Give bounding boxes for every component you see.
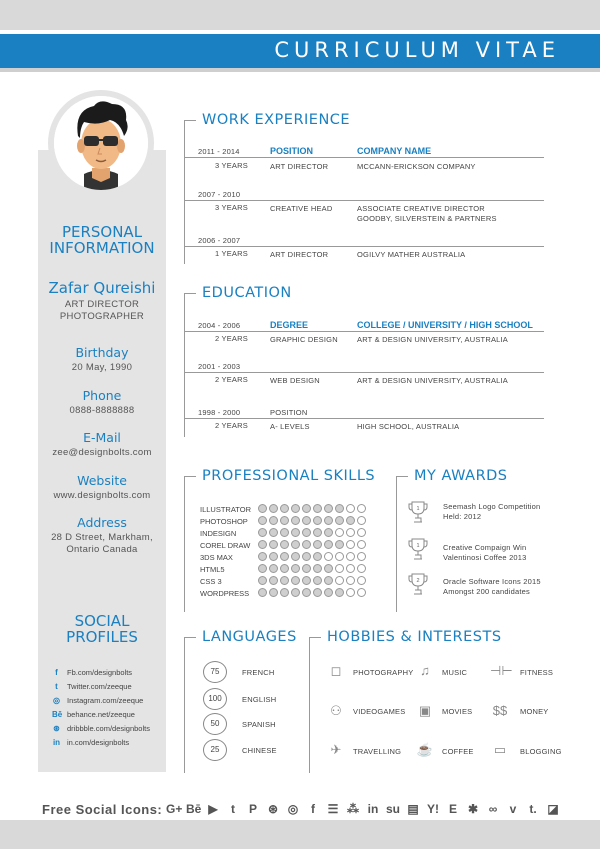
skill-dot xyxy=(269,528,278,537)
language-score: 75 xyxy=(203,661,227,683)
languages-section-rule xyxy=(184,637,185,773)
address-label: Address xyxy=(77,515,127,530)
work-years: 1 YEARS xyxy=(215,249,248,258)
hobbies-interests-title: HOBBIES & INTERESTS xyxy=(327,629,502,645)
skill-dot xyxy=(357,528,366,537)
education-title-tick xyxy=(184,293,196,294)
skill-dot xyxy=(291,576,300,585)
skill-dot xyxy=(291,528,300,537)
myspace-icon[interactable]: ⁂ xyxy=(347,802,359,816)
skill-dot xyxy=(269,516,278,525)
trophy-icon xyxy=(408,500,428,524)
skill-dot xyxy=(346,504,355,513)
skill-rating xyxy=(258,528,366,537)
edu-years: 2 YEARS xyxy=(215,421,248,430)
skill-dot xyxy=(357,576,366,585)
dribbble-icon: ⊛ xyxy=(53,723,60,733)
skill-dot xyxy=(324,576,333,585)
skill-dot xyxy=(280,540,289,549)
skill-dot xyxy=(302,588,311,597)
skill-dot xyxy=(269,540,278,549)
address-line-1: 28 D Street, Markham, xyxy=(51,532,153,543)
skill-dot xyxy=(269,576,278,585)
trophy-icon xyxy=(408,572,428,596)
website-value[interactable]: www.designbolts.com xyxy=(53,490,151,501)
award-line-2: Amongst 200 candidates xyxy=(443,587,530,596)
work-dates: 2007 - 2010 xyxy=(198,190,241,199)
skill-name: INDESIGN xyxy=(200,529,237,538)
skill-dot xyxy=(324,552,333,561)
divider xyxy=(184,372,544,373)
skill-dot xyxy=(313,540,322,549)
facebook-icon: f xyxy=(55,667,58,677)
website-block xyxy=(38,473,166,502)
skill-dot xyxy=(324,540,333,549)
skill-rating xyxy=(258,552,366,561)
skill-dot xyxy=(269,552,278,561)
skill-rating xyxy=(258,540,366,549)
skill-dot xyxy=(280,504,289,513)
edu-col-college: COLLEGE / UNIVERSITY / HIGH SCHOOL xyxy=(357,320,533,330)
skill-dot xyxy=(302,564,311,573)
skill-dot xyxy=(291,516,300,525)
digg-icon[interactable]: ▤ xyxy=(407,802,419,816)
skills-title-tick xyxy=(184,476,196,477)
phone-label: Phone xyxy=(82,388,122,403)
address-line-2: Ontario Canada xyxy=(66,544,138,555)
hobby-label: FITNESS xyxy=(520,668,554,677)
skill-dot xyxy=(258,540,267,549)
personal-heading-line-2: INFORMATION xyxy=(49,239,155,257)
skill-name: ILLUSTRATOR xyxy=(200,505,251,514)
skill-name: WORDPRESS xyxy=(200,589,250,598)
hobby-label: MUSIC xyxy=(442,668,468,677)
social-profiles-heading xyxy=(38,613,166,645)
skill-name: COREL DRAW xyxy=(200,541,251,550)
etsy-icon[interactable]: E xyxy=(448,802,457,816)
hobby-label: TRAVELLING xyxy=(353,747,402,756)
edu-col-degree: DEGREE xyxy=(270,320,309,330)
skill-dot xyxy=(258,588,267,597)
skill-dot xyxy=(346,528,355,537)
skill-dot xyxy=(291,588,300,597)
hobby-label: MONEY xyxy=(520,707,549,716)
skill-dot xyxy=(357,564,366,573)
skill-dot xyxy=(302,528,311,537)
work-col-position: POSITION xyxy=(270,146,314,156)
my-awards-title: MY AWARDS xyxy=(414,468,508,484)
language-score: 50 xyxy=(203,713,227,735)
social-link-linkedin[interactable] xyxy=(52,736,129,748)
skill-dot xyxy=(313,588,322,597)
skill-dot xyxy=(258,552,267,561)
skill-dot xyxy=(324,504,333,513)
social-heading-line-1: SOCIAL xyxy=(74,612,130,630)
twitter-icon[interactable]: t xyxy=(231,802,235,816)
behance-icon[interactable]: Bē xyxy=(186,802,202,816)
language-name: ENGLISH xyxy=(242,695,277,704)
language-score: 25 xyxy=(203,739,227,761)
language-score: 100 xyxy=(203,688,227,710)
skill-name: PHOTOSHOP xyxy=(200,517,248,526)
skill-dot xyxy=(280,528,289,537)
social-heading-line-2: PROFILES xyxy=(66,628,138,646)
work-years: 3 YEARS xyxy=(215,161,248,170)
social-link-text: dribbble.com/designbolts xyxy=(67,723,150,733)
google-plus-icon[interactable]: G+ xyxy=(166,802,183,816)
language-name: CHINESE xyxy=(242,746,277,755)
work-position: ART DIRECTOR xyxy=(270,162,329,171)
social-link-text: Instagram.com/zeeque xyxy=(67,695,144,705)
name-block xyxy=(38,280,166,323)
stumbleupon-icon[interactable]: su xyxy=(386,802,401,816)
award-line-1: Oracle Software Icons 2015 xyxy=(443,577,541,586)
work-experience-title: WORK EXPERIENCE xyxy=(202,112,351,128)
language-name: SPANISH xyxy=(242,720,276,729)
yelp-icon[interactable]: ✱ xyxy=(467,802,479,816)
hobbies-section-rule xyxy=(309,637,310,773)
skill-dot xyxy=(269,564,278,573)
award-rank: 1 xyxy=(416,543,420,549)
dumbbell-icon: ⊣⊢ xyxy=(490,663,513,678)
yahoo-icon[interactable]: Y! xyxy=(427,802,439,816)
skill-dot xyxy=(302,540,311,549)
award-line-1: Seemash Logo Competition xyxy=(443,502,541,511)
skill-dot xyxy=(280,564,289,573)
avatar xyxy=(54,96,148,190)
work-title-tick xyxy=(184,120,196,121)
award-rank: 2 xyxy=(416,578,420,584)
film-icon: ▣ xyxy=(418,703,432,718)
skill-dot xyxy=(346,540,355,549)
phone-value: 0888-8888888 xyxy=(69,405,135,416)
delicious-icon[interactable]: ◪ xyxy=(547,802,559,816)
work-col-company: COMPANY NAME xyxy=(357,146,432,156)
birthday-block xyxy=(38,345,166,374)
skill-name: 3DS MAX xyxy=(200,553,233,562)
award-line-2: Held: 2012 xyxy=(443,512,482,521)
skill-dot xyxy=(357,588,366,597)
skill-name: HTML5 xyxy=(200,565,225,574)
skill-dot xyxy=(258,564,267,573)
skill-dot xyxy=(324,528,333,537)
twitter-icon: t xyxy=(55,681,58,691)
work-company: ASSOCIATE CREATIVE DIRECTOR xyxy=(357,204,485,213)
birthday-label: Birthday xyxy=(75,345,129,360)
behance-icon: Bē xyxy=(52,709,63,719)
music-note-icon: ♫ xyxy=(420,663,430,678)
skill-dot xyxy=(313,576,322,585)
edu-dates: 2001 - 2003 xyxy=(198,362,241,371)
award-rank: 1 xyxy=(416,506,420,512)
tumblr-icon[interactable]: t. xyxy=(529,802,537,816)
address-block xyxy=(38,515,166,556)
phone-block xyxy=(38,388,166,417)
footer-social-icons xyxy=(166,802,560,816)
skill-dot xyxy=(302,552,311,561)
awards-title-tick xyxy=(396,476,408,477)
hobby-label: COFFEE xyxy=(442,747,474,756)
trophy-icon xyxy=(408,537,428,561)
skill-dot xyxy=(346,516,355,525)
skill-dot xyxy=(335,516,344,525)
social-link-instagram[interactable] xyxy=(52,694,143,706)
skill-dot xyxy=(313,528,322,537)
skill-dot xyxy=(357,540,366,549)
skill-dot xyxy=(258,528,267,537)
skill-dot xyxy=(346,576,355,585)
skill-dot xyxy=(291,552,300,561)
linkedin-icon: in xyxy=(52,737,61,747)
skill-dot xyxy=(335,504,344,513)
hobby-label: PHOTOGRAPHY xyxy=(353,668,414,677)
skill-rating xyxy=(258,564,366,573)
flickr-icon[interactable]: ∞ xyxy=(488,802,498,816)
social-link-text: Fb.com/designbolts xyxy=(67,667,133,677)
work-dates: 2006 - 2007 xyxy=(198,236,241,245)
divider xyxy=(184,418,544,419)
skill-dot xyxy=(291,504,300,513)
edu-school: ART & DESIGN UNIVERSITY, AUSTRALIA xyxy=(357,376,509,385)
skill-dot xyxy=(335,528,344,537)
skill-dot xyxy=(357,552,366,561)
skill-name: CSS 3 xyxy=(200,577,222,586)
facebook-icon[interactable]: f xyxy=(311,802,315,816)
youtube-icon[interactable]: ▶ xyxy=(208,802,218,816)
social-link-text: in.com/designbolts xyxy=(67,737,130,747)
work-position: CREATIVE HEAD xyxy=(270,204,333,213)
edu-dates: 1998 - 2000 xyxy=(198,408,241,417)
social-link-text: behance.net/zeeque xyxy=(67,709,135,719)
skill-dot xyxy=(335,564,344,573)
language-name: FRENCH xyxy=(242,668,275,677)
birthday-value: 20 May, 1990 xyxy=(71,362,133,373)
dribbble-icon[interactable]: ⊛ xyxy=(267,802,279,816)
edu-dates: 2004 - 2006 xyxy=(198,321,241,330)
skill-dot xyxy=(346,564,355,573)
skill-rating xyxy=(258,588,366,597)
skill-dot xyxy=(324,588,333,597)
skill-dot xyxy=(346,588,355,597)
skill-dot xyxy=(280,516,289,525)
vimeo-icon[interactable]: v xyxy=(509,802,517,816)
skill-dot xyxy=(280,588,289,597)
skill-dot xyxy=(324,564,333,573)
edu-school: ART & DESIGN UNIVERSITY, AUSTRALIA xyxy=(357,335,509,344)
skill-dot xyxy=(302,504,311,513)
edu-degree: GRAPHIC DESIGN xyxy=(270,335,338,344)
hobby-label: VIDEOGAMES xyxy=(353,707,406,716)
airplane-icon: ✈ xyxy=(330,742,342,757)
education-title: EDUCATION xyxy=(202,285,292,301)
social-link-facebook[interactable] xyxy=(52,666,132,678)
award-line-1: Creative Compaign Win xyxy=(443,543,527,552)
social-link-twitter[interactable] xyxy=(52,680,132,692)
divider xyxy=(184,157,544,158)
skill-dot xyxy=(269,588,278,597)
work-position: ART DIRECTOR xyxy=(270,250,329,259)
avatar-illustration xyxy=(54,96,148,190)
skill-dot xyxy=(335,576,344,585)
skill-dot xyxy=(291,564,300,573)
skill-dot xyxy=(291,540,300,549)
website-label: Website xyxy=(77,473,127,488)
work-company: OGILVY MATHER AUSTRALIA xyxy=(357,250,466,259)
social-link-dribbble[interactable] xyxy=(52,722,150,734)
skill-dot xyxy=(313,516,322,525)
skills-section-rule xyxy=(184,476,185,612)
professional-skills-title: PROFESSIONAL SKILLS xyxy=(202,468,376,484)
skill-dot xyxy=(313,552,322,561)
divider xyxy=(184,331,544,332)
work-company-line-2: GOODBY, SILVERSTEIN & PARTNERS xyxy=(357,214,497,223)
education-section-rule xyxy=(184,293,185,437)
skill-dot xyxy=(335,552,344,561)
skill-dot xyxy=(302,516,311,525)
languages-title-tick xyxy=(184,637,196,638)
person-name: Zafar Qureishi xyxy=(48,279,156,297)
social-link-text: Twitter.com/zeeque xyxy=(67,681,132,691)
languages-title: LANGUAGES xyxy=(202,629,297,645)
divider xyxy=(184,200,544,201)
social-link-behance[interactable] xyxy=(52,708,135,720)
gamepad-icon: ⚇ xyxy=(330,703,342,718)
hobbies-title-tick xyxy=(309,637,321,638)
skill-dot xyxy=(280,552,289,561)
work-section-rule xyxy=(184,120,185,264)
edu-degree-header: POSITION xyxy=(270,408,308,417)
skill-dot xyxy=(269,504,278,513)
divider xyxy=(184,246,544,247)
skill-dot xyxy=(357,504,366,513)
header-banner xyxy=(0,34,600,68)
edu-years: 2 YEARS xyxy=(215,375,248,384)
skill-dot xyxy=(335,588,344,597)
skill-dot xyxy=(346,552,355,561)
banner-shadow xyxy=(0,68,600,72)
skill-dot xyxy=(280,576,289,585)
skill-dot xyxy=(258,576,267,585)
rss-icon[interactable]: ☰ xyxy=(327,802,339,816)
linkedin-icon[interactable]: in xyxy=(367,802,379,816)
role-line-2: PHOTOGRAPHER xyxy=(59,311,145,322)
skill-dot xyxy=(302,576,311,585)
awards-section-rule xyxy=(396,476,397,612)
coffee-cup-icon: ☕ xyxy=(416,742,434,757)
award-line-2: Valentinosi Coffee 2013 xyxy=(443,553,527,562)
email-block xyxy=(38,430,166,459)
edu-degree: A- LEVELS xyxy=(270,422,310,431)
camera-icon: ◻ xyxy=(330,663,342,678)
email-label: E-Mail xyxy=(83,430,121,445)
pinterest-icon[interactable]: P xyxy=(248,802,257,816)
skill-rating xyxy=(258,504,366,513)
work-years: 3 YEARS xyxy=(215,203,248,212)
page-title: CURRICULUM VITAE xyxy=(274,38,560,62)
instagram-icon[interactable]: ◎ xyxy=(287,802,299,816)
skill-dot xyxy=(313,504,322,513)
skill-dot xyxy=(258,516,267,525)
skill-rating xyxy=(258,576,366,585)
personal-heading-line-1: PERSONAL xyxy=(61,223,143,241)
skill-rating xyxy=(258,516,366,525)
hobby-label: MOVIES xyxy=(442,707,473,716)
skill-dot xyxy=(258,504,267,513)
footer-label: Free Social Icons: xyxy=(42,802,163,817)
edu-years: 2 YEARS xyxy=(215,334,248,343)
instagram-icon: ◎ xyxy=(53,695,60,705)
money-icon: $$ xyxy=(492,703,508,718)
edu-school: HIGH SCHOOL, AUSTRALIA xyxy=(357,422,460,431)
skill-dot xyxy=(357,516,366,525)
hobby-label: BLOGGING xyxy=(520,747,562,756)
email-value[interactable]: zee@designbolts.com xyxy=(52,447,152,458)
skill-dot xyxy=(324,516,333,525)
work-company: MCCANN-ERICKSON COMPANY xyxy=(357,162,476,171)
role-line-1: ART DIRECTOR xyxy=(64,299,140,310)
work-dates: 2011 - 2014 xyxy=(198,147,240,156)
skill-dot xyxy=(313,564,322,573)
skill-dot xyxy=(335,540,344,549)
edu-degree: WEB DESIGN xyxy=(270,376,320,385)
personal-info-heading xyxy=(38,224,166,256)
speech-bubble-icon: ▭ xyxy=(493,742,507,757)
